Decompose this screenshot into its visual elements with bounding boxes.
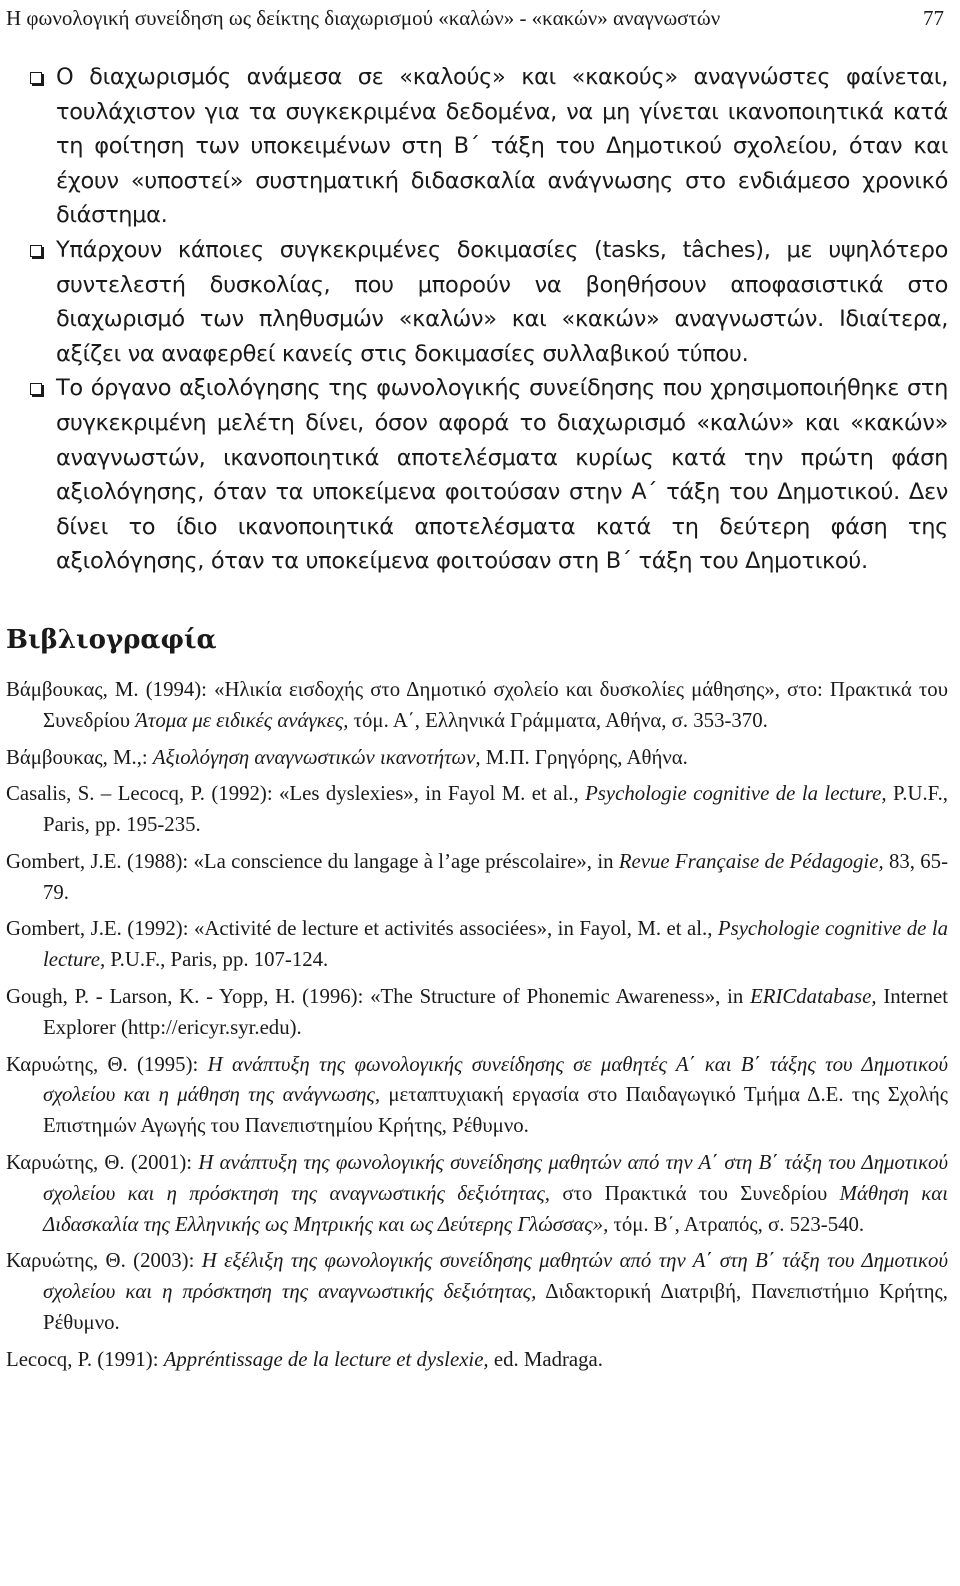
reference-entry xyxy=(6,982,948,1044)
ref-text: ed. Madraga. xyxy=(488,1347,603,1371)
page-number: 77 xyxy=(923,6,944,30)
ref-text: Gombert, J.E. (1988): «La conscience du langage à l’age préscolaire», in xyxy=(6,849,619,873)
ref-text: τόμ. Β΄, Ατραπός, σ. 523-540. xyxy=(608,1212,865,1236)
reference-list xyxy=(6,675,948,1376)
bullet-item xyxy=(6,371,948,579)
ref-text: Μ.Π. Γρηγόρης, Αθήνα. xyxy=(480,745,688,769)
ref-text: P.U.F., Paris, pp. 195-235. xyxy=(43,782,948,837)
conclusion-bullets xyxy=(6,60,948,579)
running-title: Η φωνολογική συνείδηση ως δείκτης διαχωρισμού «καλών» - «κακών» αναγνωστών xyxy=(6,6,721,30)
bullet-text: Το όργανο αξιολόγησης της φωνολογικής συνείδησης που χρησιμοποιήθηκε στη συγκεκριμένη μελέτη δίνει, όσον αφορά το διαχωρισμό «καλών» και «κακών» αναγνωστών, ικανοποιητικά αποτελέσματα κυρίως κατά την πρώτη φάση αξιολόγησης, όταν τα υποκείμενα φοιτούσαν στην Α΄ τάξη του Δημοτικού. Δεν δίνει το ίδιο ικανοποιητικά αποτελέσματα κατά τη δεύτερη φάση της αξιολόγησης, όταν τα υποκείμενα φοιτούσαν στη Β΄ τάξη του Δημοτικού. xyxy=(56,375,948,575)
reference-entry xyxy=(6,743,948,774)
ref-italic-title: Η ανάπτυξη της φωνολογικής συνείδησης σε μαθητές Α΄ και Β΄ τάξης του Δημοτικού σχολείου και η μάθηση της ανάγνωσης, xyxy=(43,1052,948,1107)
ref-text: Καρυώτης, Θ. (1995): xyxy=(6,1052,208,1076)
checkbox-bullet-icon xyxy=(30,383,42,395)
checkbox-bullet-icon xyxy=(30,245,42,257)
ref-text: τόμ. Α΄, Ελληνικά Γράμματα, Αθήνα, σ. 353-370. xyxy=(348,708,768,732)
ref-italic-title: Revue Française de Pédagogie, xyxy=(618,849,884,873)
reference-entry xyxy=(6,1050,948,1142)
ref-italic-title: Αξιολόγηση αναγνωστικών ικανοτήτων, xyxy=(152,745,481,769)
ref-text: Lecocq, P. (1991): xyxy=(6,1347,164,1371)
ref-text: Καρυώτης, Θ. (2003): xyxy=(6,1249,202,1273)
ref-text: μεταπτυχιακή εργασία στο Παιδαγωγικό Τμήμα Δ.Ε. της Σχολής Επιστημών Αγωγής του Πανεπιστημίου Κρήτης, Ρέθυμνο. xyxy=(43,1083,948,1138)
ref-italic-title: Psychologie cognitive de la lecture, xyxy=(43,917,948,972)
reference-entry xyxy=(6,914,948,976)
ref-text: Gombert, J.E. (1992): «Activité de lecture et activités associées», in Fayol, M. et al., xyxy=(6,917,718,941)
bullet-text: Υπάρχουν κάποιες συγκεκριμένες δοκιμασίες (tasks, tâches), με υψηλότερο συντελεστή δυσκολίας, που μπορούν να βοηθήσουν αποφασιστικά στο διαχωρισμό των πληθυσμών «καλών» και «κακών» αναγνωστών. Ιδιαίτερα, αξίζει να αναφερθεί κανείς στις δοκιμασίες συλλαβικού τύπου. xyxy=(56,236,948,367)
ref-italic-title: Appréntissage de la lecture et dyslexie, xyxy=(163,1347,489,1371)
ref-text: Βάμβουκας, Μ. (1994): «Ηλικία εισδοχής στο Δημοτικό σχολείο και δυσκολίες μάθησης», στο: Πρακτικά του Συνεδρίου xyxy=(6,677,948,732)
ref-italic-title: ERICdatabase, xyxy=(750,985,877,1009)
ref-text: Casalis, S. – Lecocq, P. (1992): «Les dyslexies», in Fayol M. et al., xyxy=(6,782,586,806)
running-header xyxy=(6,0,948,32)
bibliography-heading: Βιβλιογραφία xyxy=(6,624,217,655)
reference-entry xyxy=(6,779,948,841)
ref-italic-title: Η εξέλιξη της φωνολογικής συνείδησης μαθητών από την Α΄ στη Β΄ τάξη του Δημοτικού σχολείου και η πρόσκτηση της αναγνωστικής δεξιότητας, xyxy=(43,1249,948,1304)
bullet-item xyxy=(6,60,948,233)
ref-text: Gough, P. - Larson, K. - Yopp, H. (1996): «The Structure of Phonemic Awareness», in xyxy=(6,985,751,1009)
ref-italic-title: Μάθηση και Διδασκαλία της Ελληνικής ως Μητρικής και ως Δεύτερης Γλώσσας», xyxy=(43,1181,948,1236)
ref-text: Internet Explorer (http://ericyr.syr.edu). xyxy=(43,985,949,1039)
bullet-text: Ο διαχωρισμός ανάμεσα σε «καλούς» και «κακούς» αναγνώστες φαίνεται, τουλάχιστον για τα συγκεκριμένα δεδομένα, να μη γίνεται ικανοποιητικά κατά τη φοίτηση των υποκειμένων στη Β΄ τάξη του Δημοτικού σχολείου, όταν και έχουν «υποστεί» συστηματική διδασκαλία ανάγνωσης στο ενδιάμεσο χρονικό διάστημα. xyxy=(56,64,948,229)
ref-text: στο Πρακτικά του Συνεδρίου xyxy=(549,1181,840,1205)
ref-italic-title: Άτομα με ειδικές ανάγκες, xyxy=(135,708,349,732)
ref-text: Καρυώτης, Θ. (2001): xyxy=(6,1151,199,1175)
bullet-item xyxy=(6,233,948,371)
reference-entry xyxy=(6,847,948,909)
reference-entry xyxy=(6,675,948,737)
reference-entry xyxy=(6,1148,948,1240)
ref-italic-title: Psychologie cognitive de la lecture, xyxy=(585,782,887,806)
checkbox-bullet-icon xyxy=(30,72,42,84)
ref-text: P.U.F., Paris, pp. 107-124. xyxy=(105,948,329,972)
reference-entry xyxy=(6,1345,948,1376)
reference-entry xyxy=(6,1246,948,1338)
ref-italic-title: Η ανάπτυξη της φωνολογικής συνείδησης μαθητών από την Α΄ στη Β΄ τάξη του Δημοτικού σχολείου και η πρόσκτηση της αναγνωστικής δεξιότητας, xyxy=(43,1151,948,1205)
ref-text: Διδακτορική Διατριβή, Πανεπιστήμιο Κρήτης, Ρέθυμνο. xyxy=(43,1280,948,1335)
ref-text: Βάμβουκας, Μ.,: xyxy=(6,745,153,769)
ref-text: 83, 65-79. xyxy=(43,849,948,904)
